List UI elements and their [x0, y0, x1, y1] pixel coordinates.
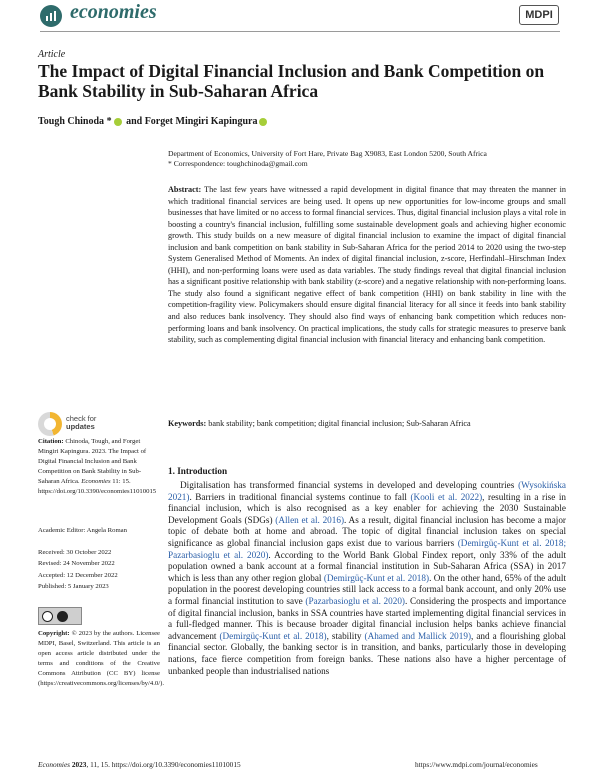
copyright-block [38, 629, 164, 689]
author-2[interactable]: Forget Mingiri Kapingura [144, 116, 258, 127]
citation-link[interactable]: (Demirgüç-Kunt et al. 2018) [323, 572, 430, 583]
publisher-logo: MDPI [519, 5, 559, 25]
check-for-updates-icon[interactable] [38, 412, 62, 436]
footer-url[interactable]: https://www.mdpi.com/journal/economies [415, 760, 538, 769]
intro-text: . Barriers in traditional financial systems continue to fall [189, 491, 407, 502]
citation-link[interactable]: (Wysokińska 2021) [168, 480, 566, 502]
citation-block [38, 437, 160, 498]
intro-text: . According to the World Bank Global Findex report, only 33% of the adult population owned a bank account at a formal financial institution in Sub-Saharan Africa (SSA) in 2017 which is less than any other region global [168, 549, 566, 583]
correspondence: * Correspondence: toughchinoda@gmail.com [168, 159, 308, 168]
received-date: Received: 30 October 2022 [38, 549, 112, 556]
article-type: Article [38, 49, 66, 60]
intro-text: , resulting in a rise in financial inclusion, which is also recognised as a key enabler for achieving the 2030 Sustainable Development Goals (SDGs) [168, 491, 567, 525]
intro-text: . On the other hand, 65% of the adult population in the poorest developing countries still lack access to a formal bank account, and only 20% use a formal financial institution to save [168, 572, 567, 606]
citation-doi[interactable]: 15. https://doi.org/10.3390/economies11010015 [38, 478, 157, 496]
cc-icon [42, 611, 53, 622]
intro-text: , and a flourishing global financial sector. Globally, the banking sector is in transition, and banks, particularly those in developing nations, face fierce competition from foreign banks. These nations also have a higher percentage of unbanked people than industrialised nations [168, 630, 566, 676]
citation-label: Citation: [38, 438, 64, 445]
dates-block [38, 547, 118, 592]
check-label: check for [66, 414, 97, 423]
journal-logo-icon [40, 5, 62, 27]
citation-journal: Economies [81, 478, 111, 486]
citation-link[interactable]: (Demirgüç-Kunt et al. 2018; Pazarbasioglu et al. 2020) [168, 537, 566, 560]
by-icon [57, 611, 68, 622]
accepted-date: Accepted: 12 December 2022 [38, 571, 118, 579]
revised-date: Revised: 24 November 2022 [38, 560, 115, 568]
page-title: The Impact of Digital Financial Inclusion and Bank Competition on Bank Stability in Sub-Saharan Africa [38, 61, 545, 101]
author-list [38, 116, 269, 127]
affiliation-block [168, 149, 487, 169]
intro-text: . As a result, digital financial inclusion has become a major topic of debate both at home and abroad. The topic of digital financial inclusion takes on special significance as global financial inclusion gaps exist due to various barriers [168, 514, 566, 548]
intro-text: , stability [326, 630, 362, 641]
citation-link[interactable]: (Demirgüç-Kunt et al. 2018) [219, 630, 327, 641]
citation-volume: 11: [112, 478, 121, 486]
updates-label: updates [66, 422, 95, 431]
journal-name: economies [70, 1, 157, 23]
citation-link[interactable]: (Ahamed and Mallick 2019) [364, 630, 472, 641]
author-joiner: and [126, 116, 143, 127]
academic-editor: Academic Editor: Angela Roman [38, 527, 127, 534]
keywords-text: bank stability; bank competition; digital financial inclusion; Sub-Saharan Africa [208, 419, 471, 428]
citation-link[interactable]: (Kooli et al. 2022) [410, 491, 483, 502]
cc-by-license-icon[interactable] [38, 607, 82, 625]
keywords [168, 418, 566, 430]
abstract-label: Abstract: [168, 185, 202, 194]
citation-link[interactable]: (Pazarbasioglu et al. 2020) [305, 595, 405, 606]
footer-journal: Economies [38, 760, 71, 769]
header-divider [40, 31, 560, 32]
check-for-updates-button[interactable] [66, 415, 96, 431]
intro-text: . Considering the prospects and importance of digital financial inclusion, banks in SSA countries have started implementing digital financial services in a full-fledged manner. This is because broader digital financial inclusion helps banks achieve financial advancement [168, 595, 567, 641]
intro-paragraph [168, 480, 566, 677]
author-1[interactable]: Tough Chinoda [38, 116, 105, 127]
abstract-text: The last few years have witnessed a rapid development in digital finance that may threaten the manner in which traditional financial services are being used. It opens up new opportunities for low-income groups and small businesses that have limited or no access to formal financial services. Thus, digital financial inclusion plays a vital role in boosting a country's financial inclusion, fulfilling some sustainable development goals and achieving higher economic growth. This study builds on a new measure of digital financial inclusion to examine the impact of digital financial inclusion and bank competition on bank stability in Sub-Saharan Africa for the period 2014 to 2020 using the two-step System Generalised Method of Moments. An index of digital financial inclusion, z-score, Herfindahl–Hirschman Index (HHI), and non-performing loans were used as data variables. The study findings reveal that digital financial inclusion has a significant positive relationship with bank stability (z-score) and a negative relationship with non-performing loans. The study also found a significant negative effect of bank competition (HHI) on bank stability in line with the competition-fragility view. Policymakers should ensure digital financial literacy for all since it feeds into bank stability and also reduces bank insolvency. They should also find ways of enhancing bank competition which reduces non-performing loans and bank insolvency. On practical implications, the study calls for strategic measures to preserve bank stability, such as complementing digital financial inclusion with financial literacy and enhancing bank competition. [168, 185, 566, 345]
footer-doi[interactable]: , 11, 15. https://doi.org/10.3390/economies11010015 [86, 760, 241, 769]
footer-citation [38, 760, 241, 769]
citation-text: Chinoda, Tough, and Forget Mingiri Kapingura. 2023. The Impact of Digital Financial Inclusion and Bank Competition on Bank Stability in Sub-Saharan Africa. [38, 438, 147, 486]
orcid-icon[interactable] [114, 118, 122, 126]
intro-text: Digitalisation has transformed financial systems in developed and developing countries [180, 480, 515, 490]
abstract [168, 184, 566, 346]
affiliation: Department of Economics, University of Fort Hare, Private Bag X9083, East London 5200, South Africa [168, 149, 487, 158]
published-date: Published: 5 January 2023 [38, 582, 109, 590]
corresponding-mark: * [106, 116, 112, 127]
orcid-icon[interactable] [259, 118, 267, 126]
copyright-label: Copyright: [38, 630, 70, 637]
copyright-text: © 2023 by the authors. Licensee MDPI, Basel, Switzerland. This article is an open access article distributed under the terms and conditions of the Creative Commons Attribution (CC BY) license (https://creativecommons.org/licenses/by/4.0/). [38, 630, 164, 688]
footer-year: 2023 [71, 760, 87, 769]
keywords-label: Keywords: [168, 419, 207, 428]
section-heading: 1. Introduction [168, 466, 228, 476]
citation-link[interactable]: (Allen et al. 2016) [275, 514, 345, 525]
